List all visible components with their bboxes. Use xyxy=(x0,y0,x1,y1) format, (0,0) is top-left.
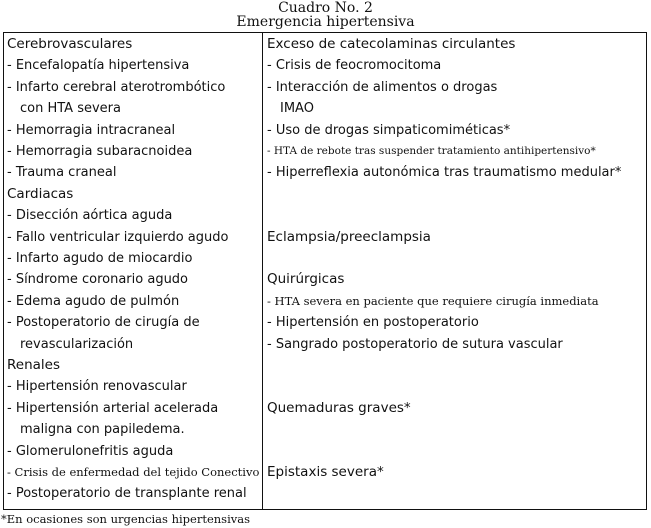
category-heading: Eclampsia/preeclampsia xyxy=(267,228,431,245)
list-item: - Sangrado postoperatorio de sutura vascular xyxy=(267,336,563,352)
list-item: - Crisis de feocromocitoma xyxy=(267,58,442,74)
category-heading: Exceso de catecolaminas circulantes xyxy=(267,36,516,52)
list-item: - Síndrome coronario agudo xyxy=(7,272,189,288)
list-item: - Trauma craneal xyxy=(7,165,117,181)
list-item: - Infarto agudo de miocardio xyxy=(7,251,193,266)
list-item: - Glomerulonefritis aguda xyxy=(7,443,174,459)
list-item: con HTA severa xyxy=(20,101,121,117)
list-item: - Hipertensión en postoperatorio xyxy=(267,315,479,331)
table-caption-number: Cuadro No. 2 xyxy=(278,0,373,16)
list-item: - Postoperatorio de transplante renal xyxy=(7,486,247,502)
list-item: revascularización xyxy=(20,336,134,352)
list-item: - Edema agudo de pulmón xyxy=(7,293,180,309)
category-heading: Renales xyxy=(7,357,60,373)
list-item: - Fallo ventricular izquierdo agudo xyxy=(7,229,229,245)
list-item: - Encefalopatía hipertensiva xyxy=(7,58,190,74)
list-item: - Postoperatorio de cirugía de xyxy=(7,315,200,331)
category-heading: Quemaduras graves* xyxy=(267,399,411,416)
emergencies-table xyxy=(3,32,647,510)
list-item: - Disección aórtica aguda xyxy=(7,208,173,224)
list-item: - Hipertensión renovascular xyxy=(7,379,187,395)
list-item: - Infarto cerebral aterotrombótico xyxy=(7,79,226,95)
category-heading: Cerebrovasculares xyxy=(7,36,133,52)
list-item: IMAO xyxy=(280,101,314,117)
table-caption-title: Emergencia hipertensiva xyxy=(236,14,415,30)
column-divider xyxy=(262,33,263,509)
list-item: - Interacción de alimentos o drogas xyxy=(267,79,498,95)
list-item: maligna con papiledema. xyxy=(20,422,185,438)
list-item: - HTA de rebote tras suspender tratamiento antihipertensivo* xyxy=(267,145,596,157)
footnote: *En ocasiones son urgencias hipertensivas xyxy=(1,512,251,526)
list-item: - Uso de drogas simpaticomiméticas* xyxy=(267,122,511,138)
list-item: - Hemorragia intracraneal xyxy=(7,122,176,138)
category-heading: Quirúrgicas xyxy=(267,271,345,288)
list-item: - Hemorragia subaracnoidea xyxy=(7,144,193,159)
category-heading: Epistaxis severa* xyxy=(267,464,384,480)
list-item: - Hipertensión arterial acelerada xyxy=(7,400,219,416)
category-heading: Cardiacas xyxy=(7,185,74,202)
list-item: - Crisis de enfermedad del tejido Conectivo xyxy=(7,465,260,479)
list-item: - HTA severa en paciente que requiere cirugía inmediata xyxy=(267,293,599,308)
list-item: - Hiperreflexia autonómica tras traumatismo medular* xyxy=(267,165,622,181)
